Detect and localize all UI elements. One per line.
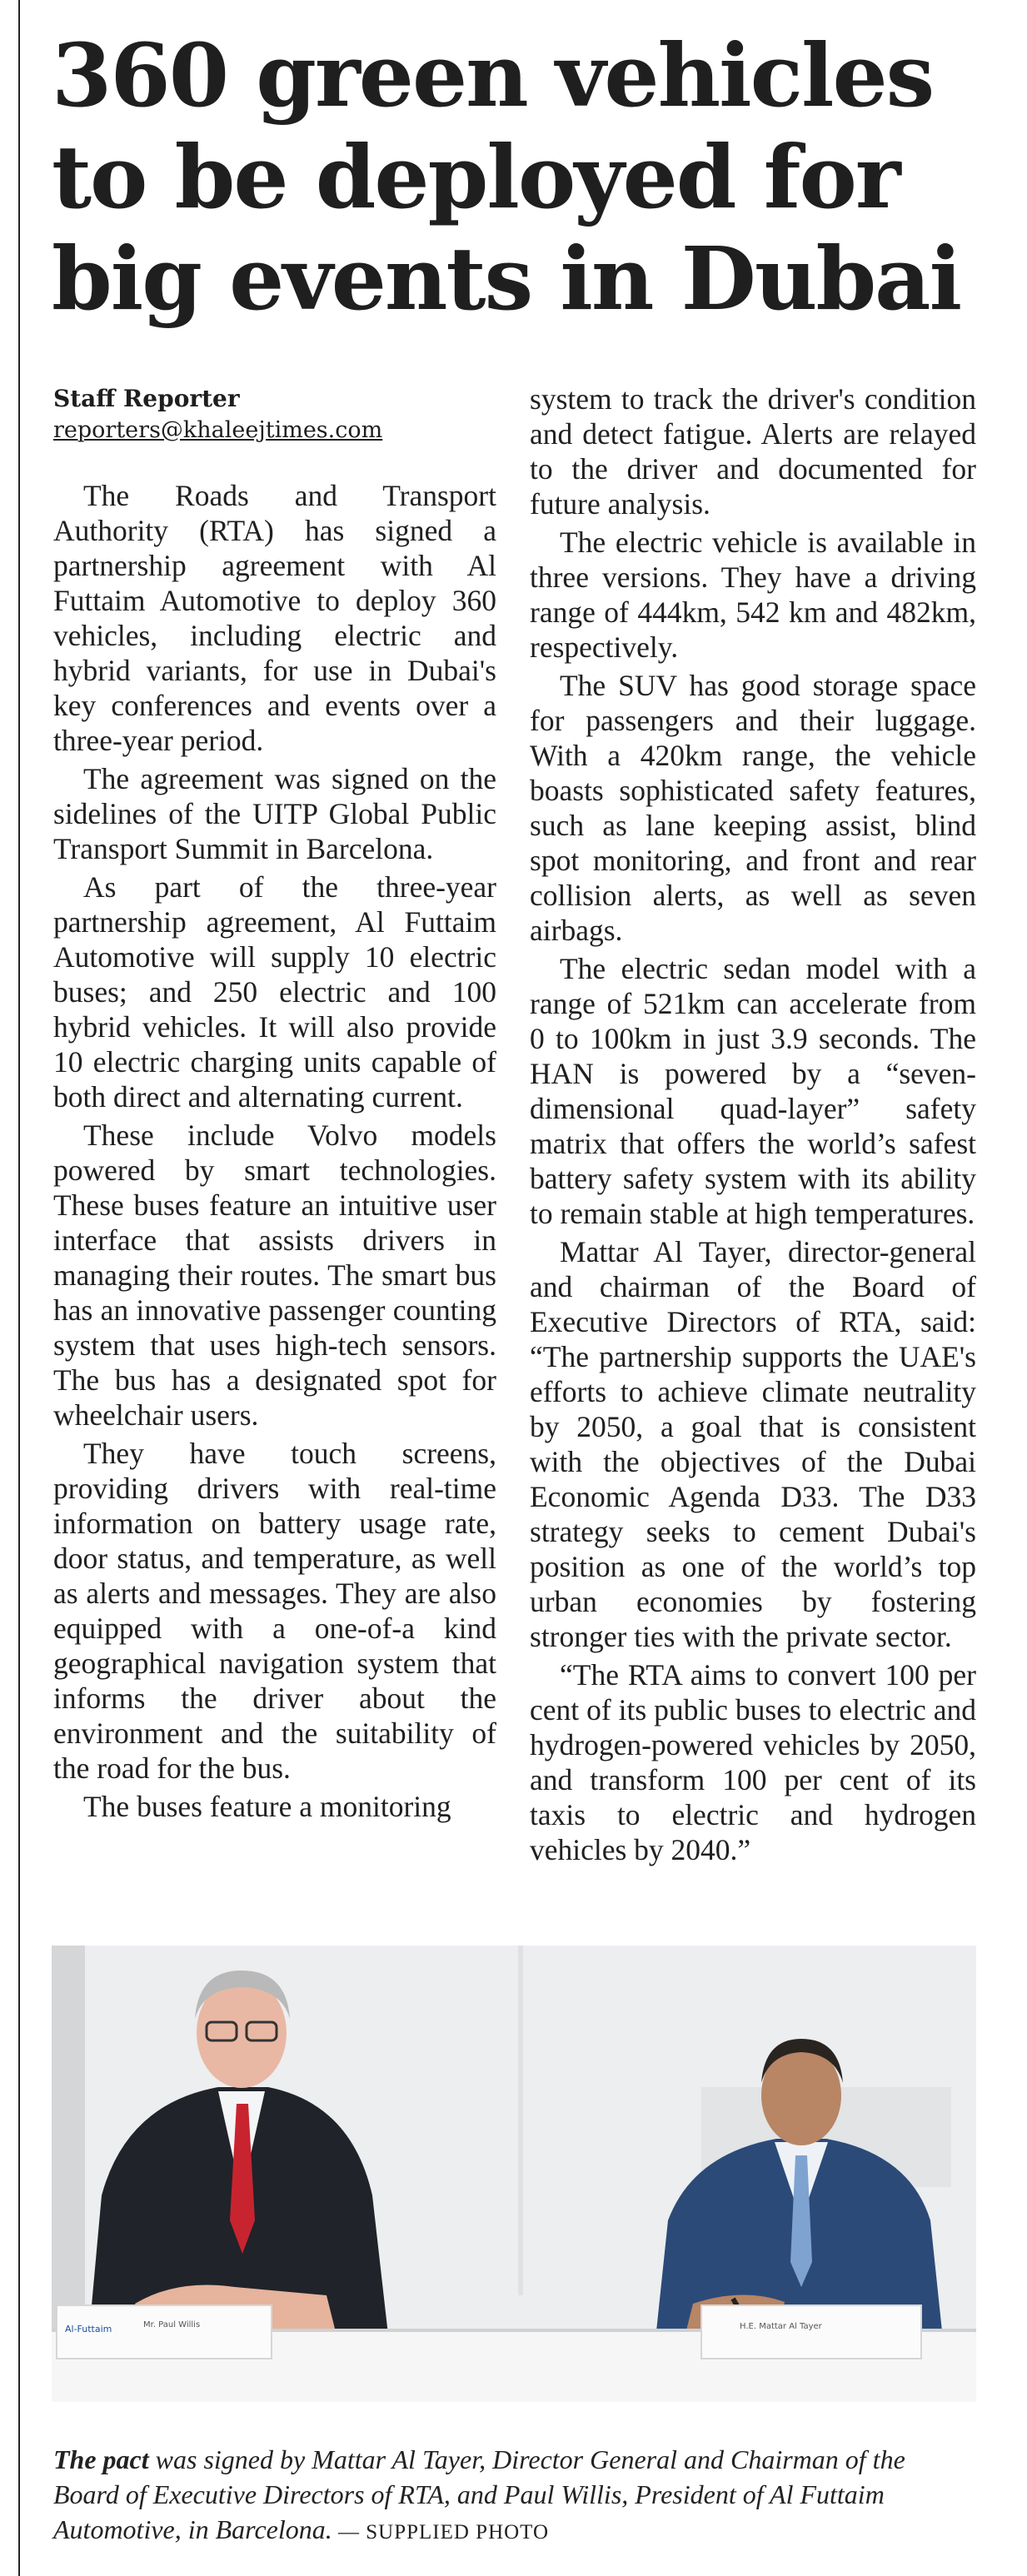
column-rule [18,0,20,2576]
article-column-left [53,478,496,1827]
caption-lead: The pact [53,2444,149,2474]
article-photo [52,1946,976,2402]
paragraph: The electric sedan model with a range of 521km can accelerate from 0 to 100km in just 3.9 seconds. The HAN is powered by a “seven-dimensional quad-layer” safety matrix that offers the world’s safest battery safety system with its ability to remain stable at high temperatures. [530,952,976,1230]
signing-ceremony-photo [52,1946,976,2402]
paragraph: The buses feature a monitoring [83,1790,451,1823]
paragraph: As part of the three-year partnership agreement, Al Futtaim Automotive will supply 10 electric buses; and 250 electric and 100 hybrid vehicles. It will also provide 10 electric charging units capable of both direct and alternating current. [53,870,496,1114]
left-plate-name: Mr. Paul Willis [143,2320,201,2329]
paragraph: Mattar Al Tayer, director-general and chairman of the Board of Executive Directors of RTA, said: “The partnership supports the UAE's efforts to achieve climate neutrality by 2050, a goal that is consistent with the objectives of the Dubai Economic Agenda D33. The D33 strategy seeks to cement Dubai's position as one of the world’s top urban economies by fostering stronger ties with the private sector. [530,1235,976,1653]
byline-email-link[interactable]: reporters@khaleejtimes.com [53,417,383,443]
byline [53,383,486,446]
left-name-plate [57,2305,272,2359]
photo-caption [53,2442,976,2550]
photo-credit: — SUPPLIED PHOTO [332,2521,550,2544]
byline-author: Staff Reporter [53,385,240,412]
caption-text: was signed by Mattar Al Tayer, Director General and Chairman of the Board of Executive Directors of RTA, and Paul Willis, President of Al Futtaim Automotive, in Barcelona. [53,2444,905,2544]
headline-line: big events in Dubai [52,227,961,330]
al-futtaim-logo: Al-Futtaim [65,2324,112,2334]
right-plate-name: H.E. Mattar Al Tayer [740,2322,822,2331]
paragraph: The agreement was signed on the sidelines of the UITP Global Public Transport Summit in Barcelona. [53,762,496,865]
right-name-plate [701,2305,921,2359]
paragraph: The SUV has good storage space for passengers and their luggage. With a 420km range, the vehicle boasts sophisticated safety features, such as lane keeping assist, blind spot monitoring, and front and rear collision alerts, as well as seven airbags. [530,669,976,947]
paragraph-continuation: system to track the driver's condition and detect fatigue. Alerts are relayed to the driver and documented for future analysis. [530,382,976,521]
headline-line: 360 green vehicles [52,24,934,127]
headline-line: to be deployed for [52,126,900,228]
paragraph: They have touch screens, providing drivers with real-time information on battery usage rate, door status, and temperature, as well as alerts and messages. They are also equipped with a one-of-a kind geographical navigation system that informs the driver about the environment and the suitability of the road for the bus. [53,1437,496,1785]
paragraph: The Roads and Transport Authority (RTA) has signed a partnership agreement with Al Futtaim Automotive to deploy 360 vehicles, including electric and hybrid variants, for use in Dubai's key conferences and events over a three-year period. [53,479,496,757]
headline [52,25,1010,330]
paragraph: These include Volvo models powered by smart technologies. These buses feature an intuitive user interface that assists drivers in managing their routes. The smart bus has an innovative passenger counting system that uses high-tech sensors. The bus has a designated spot for wheelchair users. [53,1119,496,1432]
paragraph: “The RTA aims to convert 100 per cent of its public buses to electric and hydrogen-powered vehicles by 2050, and transform 100 per cent of its taxis to electric and hydrogen vehicles by 2040.” [530,1658,976,1866]
paragraph: The electric vehicle is available in three versions. They have a driving range of 444km, 542 km and 482km, respectively. [530,526,976,664]
article-column-right [530,381,976,1871]
